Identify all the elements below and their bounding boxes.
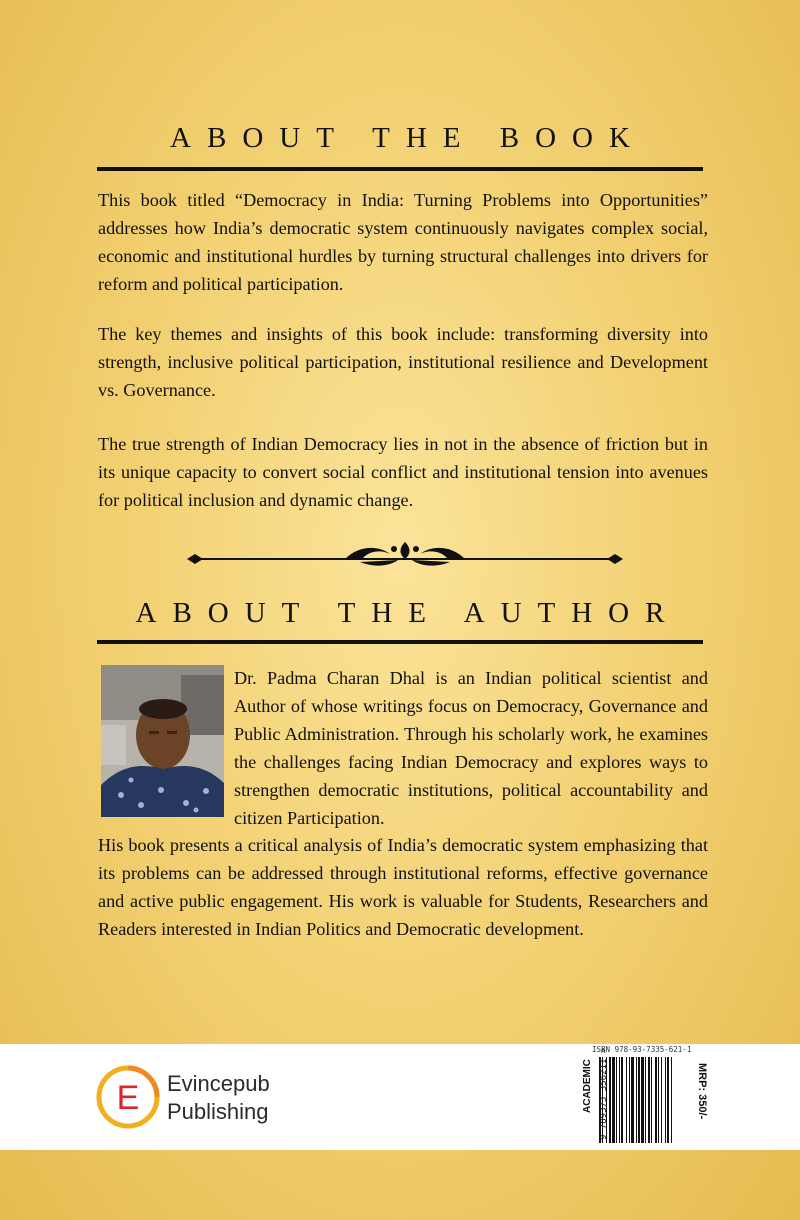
isbn-label: ISBN 978-93-7335-621-1 xyxy=(592,1045,692,1054)
logo-letter: E xyxy=(116,1079,140,1117)
about-book-paragraph-2: The key themes and insights of this book include: transforming diversity into strength, inclusive political participation, institutional resilience and Development vs. Governance. xyxy=(98,324,708,400)
about-book-paragraph-3: The true strength of Indian Democracy lies in not in the absence of friction but in its unique capacity to convert social conflict and institutional tension into avenues for political inclusion and dynamic change. xyxy=(98,434,708,510)
evincepub-logo-icon xyxy=(95,1064,161,1130)
publisher-name-line1: Evincepub xyxy=(167,1071,270,1096)
category-label: ACADEMIC xyxy=(582,1059,593,1113)
about-book-paragraph-1: This book titled “Democracy in India: Turning Problems into Opportunities” addresses how India’s democratic system continuously navigates complex social, economic and institutional hurdles by turning structural challenges into drivers for reform and political participation. xyxy=(98,190,708,294)
about-book-rule xyxy=(97,167,703,171)
publisher-name-line2: Publishing xyxy=(167,1099,269,1124)
about-author-heading: ABOUT THE AUTHOR xyxy=(135,597,681,629)
barcode-digits: 9 789373 356211 > xyxy=(599,1047,609,1140)
book-summary-paragraph: His book presents a critical analysis of India’s democratic system emphasizing that its problems can be addressed through institutional reforms, effective governance and active public engagement. His work is valuable for Students, Researchers and Readers interested in Indian Politics and Democratic development. xyxy=(98,835,708,939)
about-book-heading: ABOUT THE BOOK xyxy=(170,122,646,154)
author-photo xyxy=(101,665,224,817)
ornamental-divider-icon xyxy=(185,538,625,572)
about-author-rule xyxy=(97,640,703,644)
author-bio: Dr. Padma Charan Dhal is an Indian political scientist and Author of whose writings focus on Democracy, Governance and Public Administration. Through his scholarly work, he examines the challenges facing Indian Democracy and explores ways to strengthen democratic institutions, political accountability and citizen Participation. xyxy=(234,668,708,828)
price-label: MRP: 350/- xyxy=(696,1063,708,1120)
